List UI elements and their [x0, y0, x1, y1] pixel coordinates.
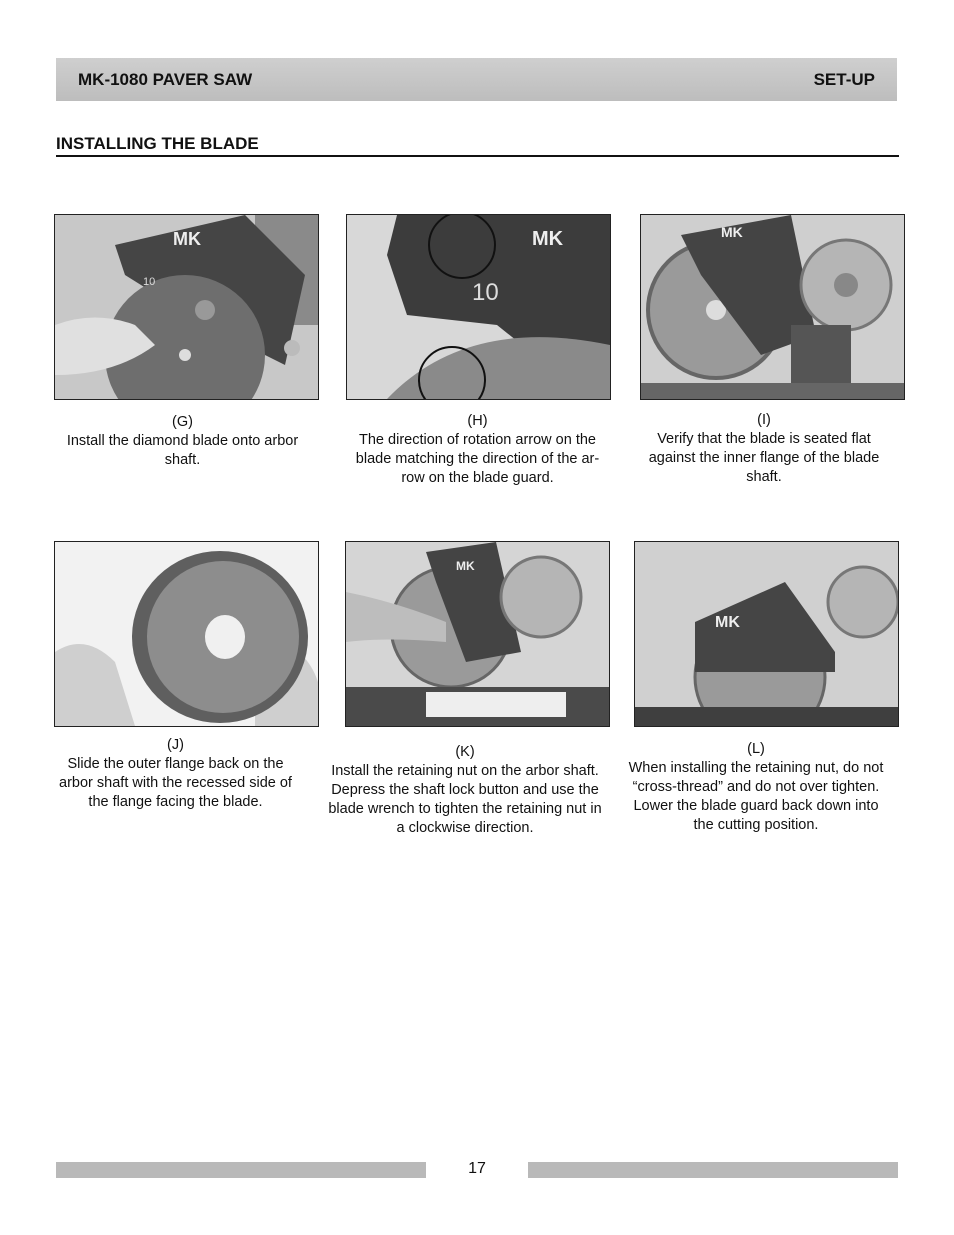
caption-i [646, 411, 882, 487]
caption-j-letter: (J) [167, 737, 184, 753]
caption-h [345, 412, 610, 488]
caption-l-letter: (L) [747, 741, 765, 757]
photo-l [634, 541, 899, 727]
section-title: INSTALLING THE BLADE [56, 134, 899, 157]
header-bar [56, 58, 897, 101]
caption-l-text: When installing the retaining nut, do not “cross-thread” and do not over tighten. Lower the blade guard back down into the cutting position. [628, 760, 884, 833]
caption-l [627, 740, 885, 835]
photo-g [54, 214, 319, 400]
caption-g-letter: (G) [172, 414, 193, 430]
photo-k-brand: MK [456, 559, 475, 573]
caption-h-text: The direction of rotation arrow on the blade matching the direction of the ar-row on the blade guard. [355, 432, 600, 486]
caption-i-text: Verify that the blade is seated flat against the inner flange of the blade shaft. [648, 431, 880, 485]
photo-g-brand: MK [173, 229, 201, 249]
photo-i-brand: MK [721, 224, 743, 240]
photo-g-size: 10 [143, 276, 156, 288]
page-number: 17 [468, 1160, 486, 1177]
caption-j [53, 736, 298, 812]
caption-g [60, 413, 305, 470]
header-section: SET-UP [813, 70, 875, 89]
photo-h [346, 214, 611, 400]
caption-g-text: Install the diamond blade onto arbor shaft. [66, 433, 299, 468]
photo-j [54, 541, 319, 727]
caption-h-letter: (H) [467, 413, 488, 429]
caption-j-text: Slide the outer flange back on the arbor shaft with the recessed side of the flange facing the blade. [59, 756, 292, 810]
caption-i-letter: (I) [757, 412, 771, 428]
photo-k [345, 541, 610, 727]
photo-h-size: 10 [472, 279, 499, 306]
footer-bar-left [56, 1162, 426, 1178]
photo-h-brand: MK [532, 228, 564, 250]
caption-k [325, 743, 605, 838]
footer-bar-right [528, 1162, 898, 1178]
photo-l-brand: MK [715, 614, 740, 631]
header-title: MK-1080 PAVER SAW [78, 70, 253, 89]
caption-k-text: Install the retaining nut on the arbor shaft. Depress the shaft lock button and use the blade wrench to tighten the retaining nut in a clockwise direction. [328, 763, 602, 836]
caption-k-letter: (K) [455, 744, 475, 760]
photo-i [640, 214, 905, 400]
